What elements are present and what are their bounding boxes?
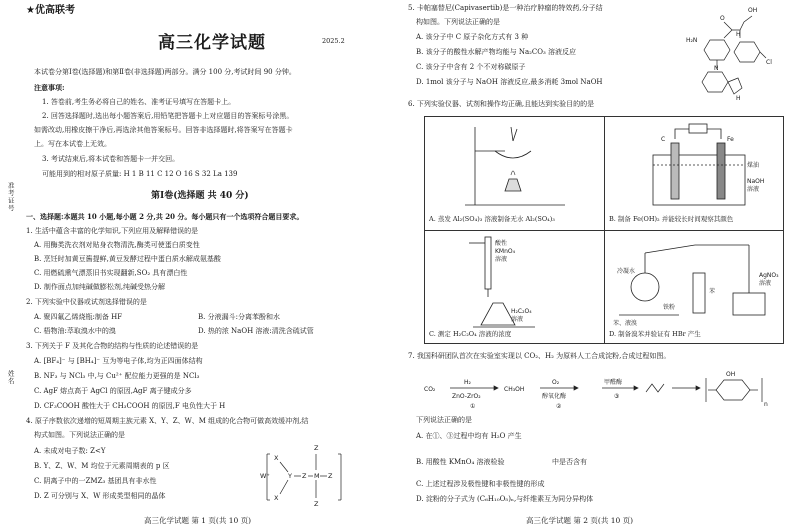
question-6-stem: 6. 下列实验仪器、试剂和操作均正确,且能达到实验目的的是 <box>408 100 595 108</box>
question-5-stem: 5. 卡帕塞替尼(Capivasertib)是一种治疗肿瘤的特效药,分子结 <box>408 4 603 12</box>
scheme-formolase: 甲醛酶 <box>604 379 623 386</box>
struct-z: Z <box>314 444 319 452</box>
question-2-option-b: B. 分液漏斗:分离苯酚和水 <box>198 313 280 321</box>
page-footer: 高三化学试题 第 2 页(共 10 页) <box>526 516 634 525</box>
scheme-oh: OH <box>726 371 736 378</box>
label-solution: 溶液 <box>495 256 508 263</box>
label-iron-powder: 铁粉 <box>663 304 676 311</box>
mol-cl: Cl <box>766 59 772 66</box>
scheme-alcohol-oxidase: 醇氧化酶 <box>542 393 567 400</box>
label-solution: 溶液 <box>511 316 524 323</box>
page-right <box>408 0 790 532</box>
atomic-mass-line: 可能用到的相对原子质量: H 1 B 11 C 12 O 16 S 32 La 139 <box>42 170 238 178</box>
scheme-step-1: ① <box>470 403 476 410</box>
struct-x: X <box>274 454 279 462</box>
label-c: C <box>661 136 666 143</box>
caption-b: B. 制备 Fe(OH)₂ 并能较长时间观察其颜色 <box>609 215 734 223</box>
mol-o: O <box>720 15 725 22</box>
label-kerosene: 煤油 <box>747 162 760 169</box>
scheme-co2: CO₂ <box>424 386 436 393</box>
question-4-option-c: C. 阴离子中的一ZMZ₃ 基团具有非水性 <box>34 477 157 485</box>
question-1-stem: 1. 生活中蕴含丰富的化学知识,下列应用及解释错误的是 <box>26 227 199 235</box>
question-7-option-c: C. 上述过程涉及极性键和非极性键的形成 <box>416 480 545 488</box>
question-2-option-d: D. 热的浓 NaOH 溶液:清洗含硫试管 <box>198 327 314 335</box>
question-1-option-d: D. 制作面点加纯碱做膨松剂,纯碱受热分解 <box>34 283 166 291</box>
question-3-option-a: A. [BF₄]⁻ 与 [BH₄]⁻ 互为等电子体,均为正四面体结构 <box>34 357 203 365</box>
question-4-stem-cont: 构式如图。下列说法正确的是 <box>34 431 125 439</box>
question-7-stem: 7. 我国科研团队首次在实验室实现以 CO₂、H₂ 为原料人工合成淀粉,合成过程如图。 <box>408 352 671 360</box>
note-line: 1. 答卷前,考生务必将自己的姓名、准考证号填写在答题卡上。 <box>42 98 236 106</box>
struct-z: Z <box>314 500 319 508</box>
section-title: 第Ⅰ卷(选择题 共 40 分) <box>151 191 249 201</box>
question-3-option-d: D. CF₃COOH 酸性大于 CH₃COOH 的原因,F 电负性大于 H <box>34 402 226 410</box>
caption-c: C. 测定 H₂C₂O₄ 溶液的浓度 <box>429 330 512 338</box>
starch-synthesis-scheme <box>424 366 790 412</box>
question-1-option-b: B. 烹饪时加黄豆酱提鲜,黄豆发酵过程中蛋白质水解成氨基酸 <box>34 255 221 263</box>
mol-oh: OH <box>748 7 758 14</box>
label-h2c2o4: H₂C₂O₄ <box>511 308 532 315</box>
mol-nh: H <box>736 31 741 38</box>
notes-title: 注意事项: <box>34 83 65 92</box>
capivasertib-structure <box>680 2 790 106</box>
apparatus-c-titration <box>445 233 595 329</box>
mol-h2n: H₂N <box>686 37 698 44</box>
scheme-step-3: ③ <box>614 393 620 400</box>
question-7-option-b: B. 用酸性 KMnO₄ 溶液检验 <box>416 458 505 466</box>
label-benzene: 苯 <box>709 288 716 295</box>
struct-m: M <box>314 472 320 480</box>
question-2-option-c: C. 梧物油:萃取溴水中的溴 <box>34 327 116 335</box>
question-5-option-b: B. 该分子的酸性水解产物均能与 Na₂CO₃ 溶液反应 <box>416 48 577 56</box>
name-label: 姓名 <box>6 370 15 385</box>
struct-z: Z <box>328 472 333 480</box>
label-solution: 溶液 <box>747 186 760 193</box>
question-4-option-d: D. Z 可分别与 X、W 形成类型相同的晶体 <box>34 492 166 500</box>
question-7-sub: 下列说法正确的是 <box>416 416 472 424</box>
page-left <box>26 0 398 532</box>
question-2-option-a: A. 聚四氟乙烯烧瓶:制备 HF <box>34 313 123 321</box>
label-benzene-bromine: 苯、液溴 <box>613 320 638 327</box>
intro-text: 本试卷分第Ⅰ卷(选择题)和第Ⅱ卷(非选择题)两部分。满分 100 分,考试时间 90 分钟。 <box>34 68 296 76</box>
label-solution: 溶液 <box>759 280 772 287</box>
question-1-option-a: A. 用酶类洗衣剂对贴身衣物清洗,酶类可使蛋白质变性 <box>34 241 200 249</box>
question-5-stem-cont: 构如图。下列说法正确的是 <box>416 18 500 26</box>
mol-nh: H <box>736 95 741 102</box>
scheme-o2: O₂ <box>552 379 560 386</box>
section-description: 一、选择题:本题共 10 小题,每小题 2 分,共 20 分。每小题只有一个选项符合题目要求。 <box>26 212 304 221</box>
label-acidic: 酸性 <box>495 240 508 247</box>
apparatus-a-evaporation <box>445 121 595 209</box>
question-7-option-b-cont: 中是否含有 <box>552 458 587 466</box>
label-kmno4: KMnO₄ <box>495 248 516 255</box>
question-5-option-d: D. 1mol 该分子与 NaOH 溶液反应,最多消耗 3mol NaOH <box>416 78 603 86</box>
brand-label: ★优高联考 <box>26 5 75 16</box>
exam-number-label: 准考证号 <box>6 182 15 212</box>
question-4-option-b: B. Y、Z、W、M 均位于元素周期表的 p 区 <box>34 462 170 470</box>
scheme-step-2: ② <box>556 403 562 410</box>
note-line: 3. 考试结束后,将本试卷和答题卡一并交回。 <box>42 155 180 163</box>
question-1-option-c: C. 用燃硫熏气漂蒸旧书实现翻新,SO₂ 具有漂白性 <box>34 269 188 277</box>
question-5-option-c: C. 该分子中含有 2 个不对称碳原子 <box>416 63 526 71</box>
caption-a: A. 蒸发 Al₂(SO₄)₃ 溶液制备无水 Al₂(SO₄)₃ <box>429 215 555 223</box>
question-6-apparatus-grid <box>424 116 784 344</box>
note-line: 如需改动,用橡皮擦干净后,再选涂其他答案标号。回答非选择题时,将答案写在答题卡 <box>34 126 293 134</box>
scheme-catalyst: ZnO-ZrO₂ <box>452 393 481 400</box>
question-2-stem: 2. 下列实验中仪器或试剂选择错误的是 <box>26 298 147 306</box>
struct-y: Y <box>288 472 292 480</box>
apparatus-d-bromobenzene <box>609 233 781 329</box>
label-naoh: NaOH <box>747 178 765 185</box>
question-5-option-a: A. 该分子中 C 原子杂化方式有 3 种 <box>416 33 529 41</box>
question-7-option-a: A. 在①、③过程中均有 H₂O 产生 <box>416 432 522 440</box>
caption-d: D. 制备溴苯并验证有 HBr 产生 <box>609 330 701 338</box>
mol-n: N <box>714 65 719 72</box>
page-title: 高三化学试题 <box>158 33 266 53</box>
label-cooling-water: 冷凝水 <box>617 268 636 275</box>
question-4-structure-diagram <box>254 438 374 508</box>
apparatus-b-electrolysis <box>623 121 773 209</box>
note-line: 2. 回答选择题时,选出每小题答案后,用铅笔把答题卡上对应题目的答案标号涂黑。 <box>42 112 294 120</box>
question-3-option-c: C. AgF 熔点高于 AgCl 的原因,AgF 离子键成分多 <box>34 387 192 395</box>
struct-z: Z <box>302 472 307 480</box>
label-fe: Fe <box>727 136 734 143</box>
struct-w: W⁺ <box>260 472 270 480</box>
scheme-h2: H₂ <box>464 379 471 386</box>
exam-date: 2025.2 <box>322 37 345 45</box>
struct-x: X <box>274 494 279 502</box>
note-line: 上。写在本试卷上无效。 <box>34 140 111 148</box>
scheme-methanol: CH₃OH <box>504 386 525 393</box>
label-agno3: AgNO₃ <box>759 272 779 279</box>
question-3-stem: 3. 下列关于 F 及其化合物的结构与性质的论述错误的是 <box>26 342 199 350</box>
question-7-option-d: D. 淀粉的分子式为 (C₆H₁₀O₅)ₙ,与纤维素互为同分异构体 <box>416 495 594 503</box>
question-4-stem: 4. 原子序数依次递增的短周期主族元素 X、Y、Z、W、M 组成的化合物可做高效缓冲剂,结 <box>26 417 309 425</box>
page-footer: 高三化学试题 第 1 页(共 10 页) <box>144 516 252 525</box>
question-4-option-a: A. 未成对电子数: Z<Y <box>34 447 106 455</box>
question-3-option-b: B. NF₃ 与 NCl₃ 中,与 Cu²⁺ 配位能力更强的是 NCl₃ <box>34 372 200 380</box>
scheme-n: n <box>764 401 768 408</box>
